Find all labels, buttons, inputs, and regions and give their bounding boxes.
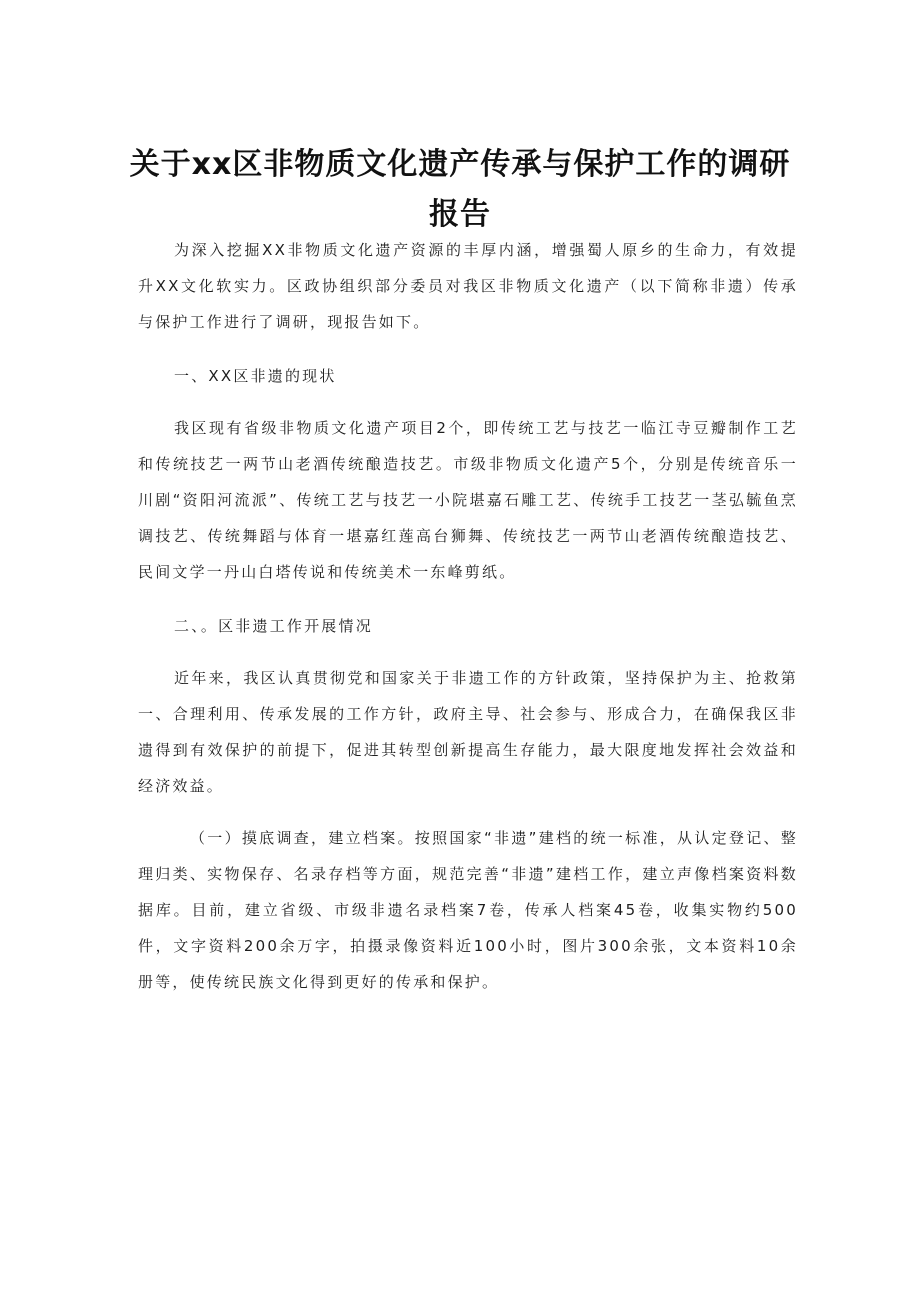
section-1-heading: 一、XX区非遗的现状: [174, 367, 337, 385]
document-title: 关于xx区非物质文化遗产传承与保护工作的调研报告: [129, 147, 791, 233]
section-1-paragraph: 我区现有省级非物质文化遗产项目2个，即传统工艺与技艺一临江寺豆瓣制作工艺和传统技艺一两节山老酒传统酿造技艺。市级非物质文化遗产5个，分别是传统音乐一川剧“资阳河流派”、传统工艺与技艺一小院堪嘉石雕工艺、传统手工技艺一茎弘毓鱼烹调技艺、传统舞蹈与体育一堪嘉红莲高台狮舞、传统技艺一两节山老酒传统酿造技艺、民间文学一丹山白塔传说和传统美术一东峰剪纸。: [138, 419, 798, 581]
intro-paragraph: 为深入挖掘XX非物质文化遗产资源的丰厚内涵，增强蜀人原乡的生命力，有效提升XX文化软实力。区政协组织部分委员对我区非物质文化遗产（以下简称非遗）传承与保护工作进行了调研，现报告如下。: [138, 241, 798, 331]
subsection-1-paragraph: （一）摸底调查，建立档案。按照国家“非遗”建档的统一标准，从认定登记、整理归类、实物保存、名录存档等方面，规范完善“非遗”建档工作，建立声像档案资料数据库。目前，建立省级、市级非遗名录档案7卷，传承人档案45卷，收集实物约500件，文字资料200余万字，拍摄录像资料近100小时，图片300余张，文本资料10余册等，使传统民族文化得到更好的传承和保护。: [138, 829, 798, 991]
section-2-paragraph: 近年来，我区认真贯彻党和国家关于非遗工作的方针政策，坚持保护为主、抢救第一、合理利用、传承发展的工作方针，政府主导、社会参与、形成合力，在确保我区非遗得到有效保护的前提下，促进其转型创新提高生存能力，最大限度地发挥社会效益和经济效益。: [138, 669, 798, 795]
section-2-heading: 二、。区非遗工作开展情况: [174, 617, 373, 635]
document-body: [138, 232, 798, 1000]
